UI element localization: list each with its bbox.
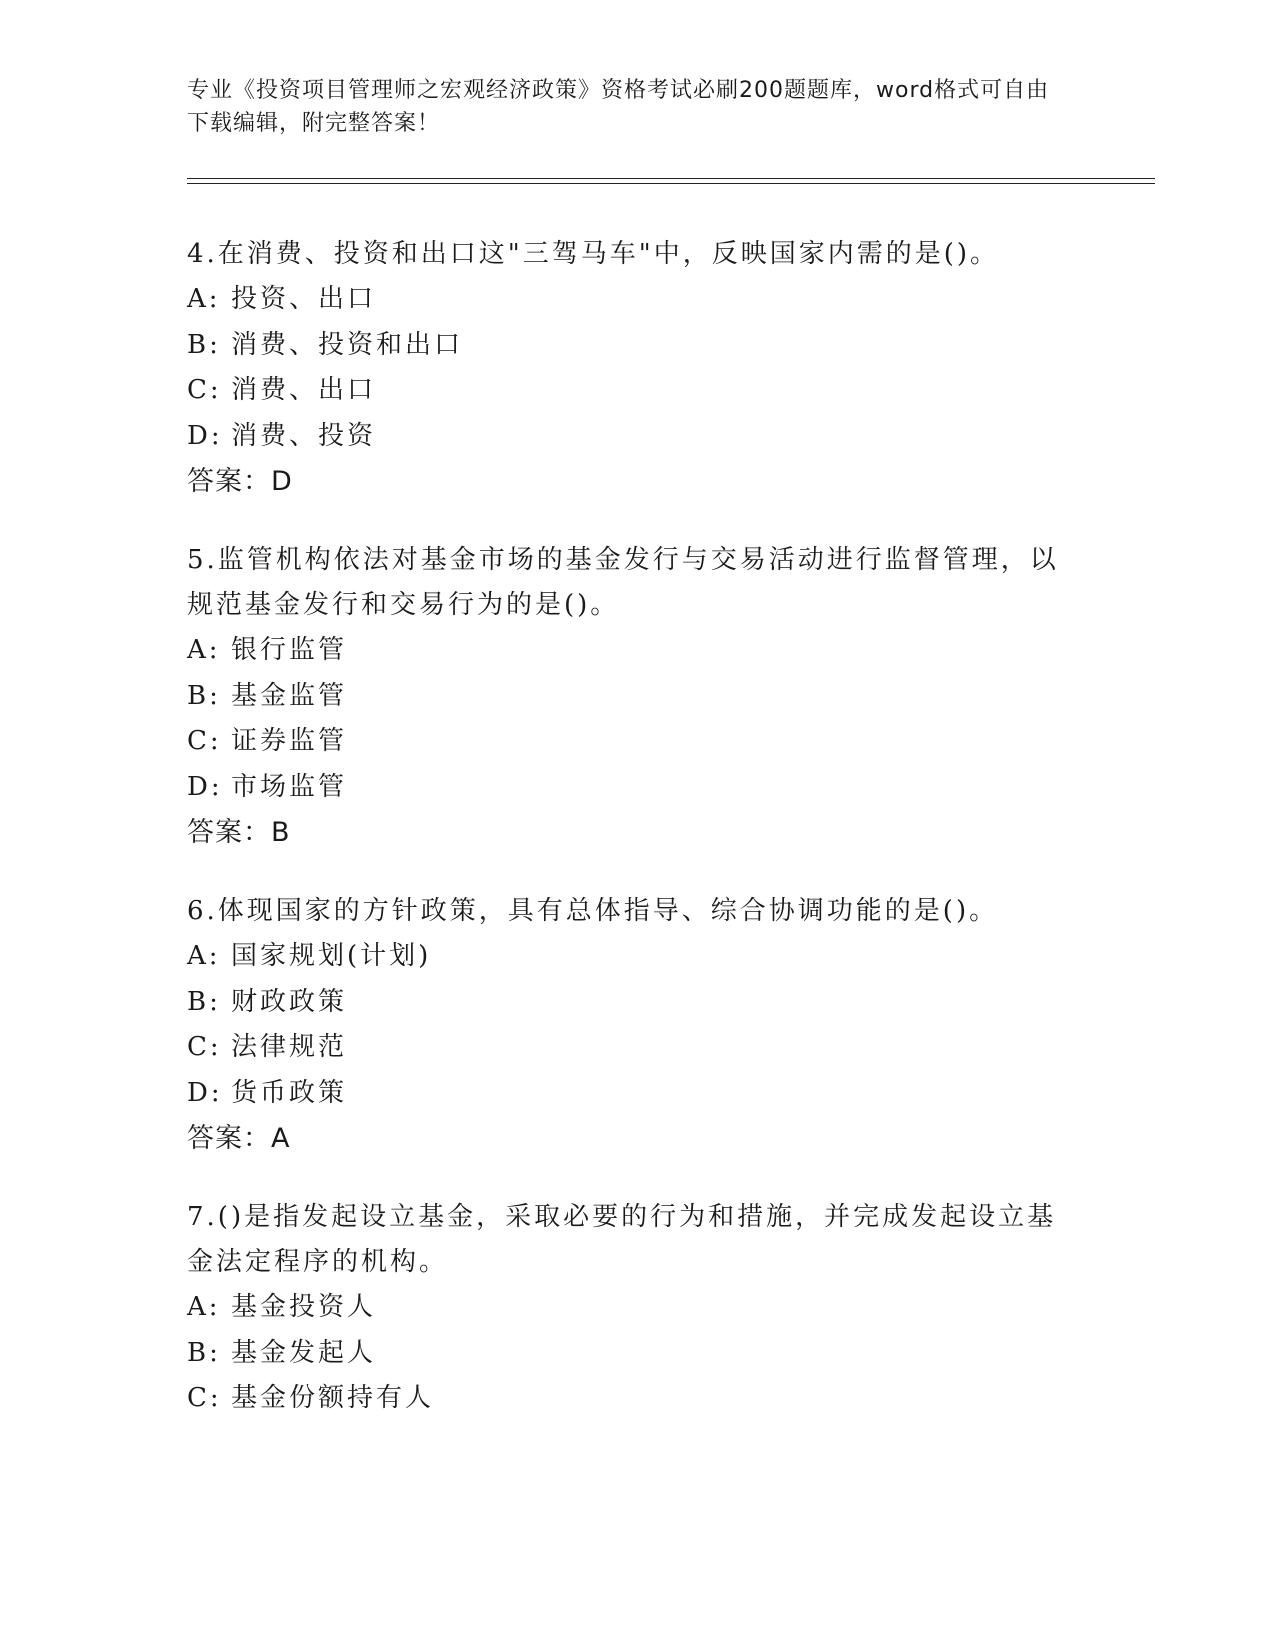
- question-stem: 4.在消费、投资和出口这"三驾马车"中，反映国家内需的是()。: [187, 239, 1000, 269]
- option-b: [187, 674, 1067, 720]
- option-text: 基金监管: [231, 680, 348, 711]
- option-text: 财政政策: [231, 986, 348, 1017]
- option-a: [187, 628, 1067, 674]
- option-key: C:: [187, 1383, 222, 1413]
- option-text: 基金发起人: [231, 1337, 377, 1368]
- option-key: A:: [187, 941, 221, 971]
- option-text: 市场监管: [231, 771, 348, 802]
- question-4: [187, 232, 1067, 504]
- option-text: 货币政策: [231, 1077, 348, 1108]
- option-text: 法律规范: [231, 1032, 348, 1062]
- option-key: A:: [187, 1292, 221, 1322]
- question-6: [187, 889, 1067, 1161]
- option-text: 消费、出口: [231, 375, 377, 405]
- question-5: [187, 538, 1067, 855]
- question-stem: 7.()是指发起设立基金，采取必要的行为和措施，并完成发起设立基金法定程序的机构。: [187, 1202, 1057, 1277]
- option-text: 基金份额持有人: [231, 1383, 435, 1413]
- option-d: [187, 1071, 1067, 1117]
- option-text: 国家规划(计划): [231, 941, 432, 971]
- option-a: [187, 1285, 1067, 1331]
- option-text: 基金投资人: [231, 1292, 377, 1322]
- question-list: [187, 232, 1067, 1456]
- option-a: [187, 277, 1067, 323]
- option-c: [187, 719, 1067, 765]
- answer-line: 答案：B: [187, 817, 291, 848]
- option-b: [187, 980, 1067, 1026]
- option-key: C:: [187, 375, 222, 405]
- option-text: 消费、投资: [231, 420, 377, 451]
- option-b: [187, 323, 1067, 369]
- header-divider-bottom: [187, 183, 1155, 184]
- option-text: 银行监管: [231, 635, 348, 665]
- option-key: A:: [187, 635, 221, 665]
- option-key: B:: [187, 329, 221, 360]
- answer-line: 答案：D: [187, 466, 293, 497]
- option-key: B:: [187, 680, 221, 711]
- header-divider-top: [187, 178, 1155, 179]
- option-c: [187, 1025, 1067, 1071]
- question-stem: 6.体现国家的方针政策，具有总体指导、综合协调功能的是()。: [187, 896, 999, 926]
- option-d: [187, 765, 1067, 811]
- option-a: [187, 934, 1067, 980]
- option-key: D:: [187, 420, 223, 451]
- document-intro: 专业《投资项目管理师之宏观经济政策》资格考试必刷200题题库，word格式可自由下载编辑，附完整答案！: [187, 78, 1050, 136]
- answer-line: 答案：A: [187, 1123, 291, 1154]
- option-c: [187, 1376, 1067, 1422]
- question-7: [187, 1195, 1067, 1422]
- option-text: 消费、投资和出口: [231, 329, 464, 360]
- option-key: B:: [187, 986, 221, 1017]
- option-d: [187, 414, 1067, 460]
- question-stem: 5.监管机构依法对基金市场的基金发行与交易活动进行监督管理，以规范基金发行和交易行为的是()。: [187, 545, 1059, 620]
- option-b: [187, 1331, 1067, 1377]
- option-c: [187, 368, 1067, 414]
- option-key: B:: [187, 1337, 221, 1368]
- option-key: C:: [187, 726, 222, 756]
- option-text: 证券监管: [231, 726, 348, 756]
- option-key: D:: [187, 771, 223, 802]
- option-text: 投资、出口: [231, 284, 377, 314]
- option-key: C:: [187, 1032, 222, 1062]
- option-key: A:: [187, 284, 221, 314]
- option-key: D:: [187, 1077, 223, 1108]
